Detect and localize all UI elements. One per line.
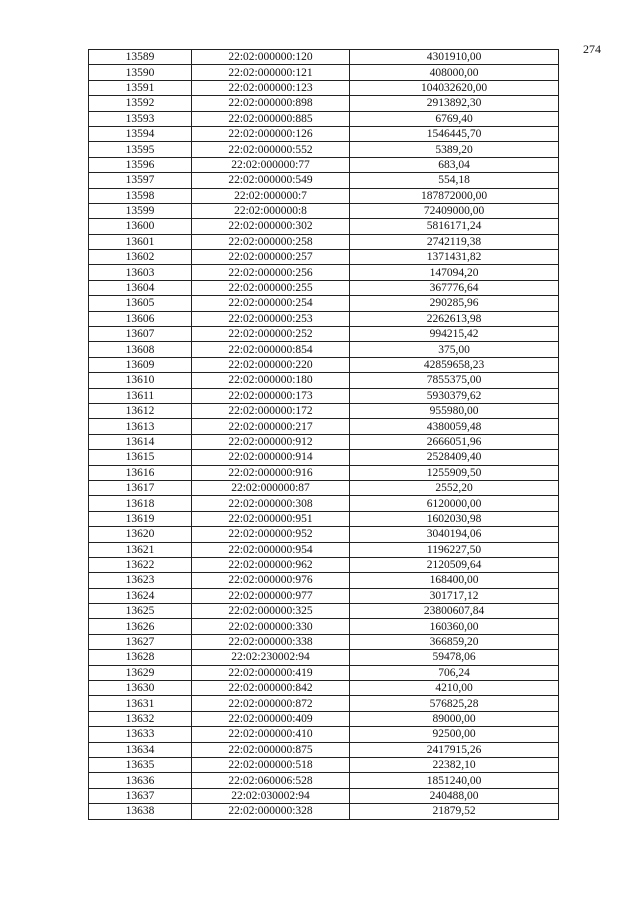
row-number-cell: 13609 <box>89 357 192 372</box>
value-cell: 683,04 <box>350 157 559 172</box>
value-cell: 576825,28 <box>350 696 559 711</box>
value-cell: 290285,96 <box>350 296 559 311</box>
cadastral-number-cell: 22:02:000000:977 <box>192 588 350 603</box>
value-cell: 955980,00 <box>350 403 559 418</box>
cadastral-number-cell: 22:02:000000:328 <box>192 804 350 819</box>
cadastral-number-cell: 22:02:000000:217 <box>192 419 350 434</box>
row-number-cell: 13615 <box>89 450 192 465</box>
row-number-cell: 13596 <box>89 157 192 172</box>
table-row <box>89 280 559 295</box>
table-row <box>89 173 559 188</box>
cadastral-number-cell: 22:02:000000:409 <box>192 711 350 726</box>
value-cell: 168400,00 <box>350 573 559 588</box>
value-cell: 147094,20 <box>350 265 559 280</box>
table-row <box>89 496 559 511</box>
value-cell: 994215,42 <box>350 327 559 342</box>
value-cell: 554,18 <box>350 173 559 188</box>
cadastral-number-cell: 22:02:000000:257 <box>192 250 350 265</box>
cadastral-number-cell: 22:02:000000:518 <box>192 757 350 772</box>
value-cell: 187872000,00 <box>350 188 559 203</box>
cadastral-number-cell: 22:02:000000:916 <box>192 465 350 480</box>
cadastral-number-cell: 22:02:000000:338 <box>192 634 350 649</box>
value-cell: 3040194,06 <box>350 527 559 542</box>
value-cell: 2417915,26 <box>350 742 559 757</box>
cadastral-number-cell: 22:02:000000:842 <box>192 681 350 696</box>
row-number-cell: 13624 <box>89 588 192 603</box>
cadastral-number-cell: 22:02:000000:898 <box>192 96 350 111</box>
value-cell: 89000,00 <box>350 711 559 726</box>
value-cell: 2742119,38 <box>350 234 559 249</box>
value-cell: 366859,20 <box>350 634 559 649</box>
cadastral-number-cell: 22:02:000000:180 <box>192 373 350 388</box>
value-cell: 104032620,00 <box>350 80 559 95</box>
table-row <box>89 634 559 649</box>
value-cell: 2666051,96 <box>350 434 559 449</box>
value-cell: 6769,40 <box>350 111 559 126</box>
value-cell: 2262613,98 <box>350 311 559 326</box>
value-cell: 301717,12 <box>350 588 559 603</box>
table-row <box>89 465 559 480</box>
cadastral-number-cell: 22:02:000000:914 <box>192 450 350 465</box>
value-cell: 375,00 <box>350 342 559 357</box>
cadastral-number-cell: 22:02:000000:854 <box>192 342 350 357</box>
cadastral-number-cell: 22:02:000000:220 <box>192 357 350 372</box>
table-row <box>89 711 559 726</box>
row-number-cell: 13611 <box>89 388 192 403</box>
row-number-cell: 13610 <box>89 373 192 388</box>
row-number-cell: 13627 <box>89 634 192 649</box>
row-number-cell: 13616 <box>89 465 192 480</box>
table-row <box>89 542 559 557</box>
table-row <box>89 342 559 357</box>
table-row <box>89 773 559 788</box>
value-cell: 22382,10 <box>350 757 559 772</box>
row-number-cell: 13629 <box>89 665 192 680</box>
row-number-cell: 13635 <box>89 757 192 772</box>
row-number-cell: 13594 <box>89 126 192 141</box>
row-number-cell: 13598 <box>89 188 192 203</box>
value-cell: 6120000,00 <box>350 496 559 511</box>
value-cell: 1602030,98 <box>350 511 559 526</box>
row-number-cell: 13603 <box>89 265 192 280</box>
row-number-cell: 13634 <box>89 742 192 757</box>
row-number-cell: 13628 <box>89 650 192 665</box>
row-number-cell: 13600 <box>89 219 192 234</box>
cadastral-number-cell: 22:02:000000:330 <box>192 619 350 634</box>
row-number-cell: 13619 <box>89 511 192 526</box>
cadastral-number-cell: 22:02:000000:308 <box>192 496 350 511</box>
table-row <box>89 757 559 772</box>
cadastral-number-cell: 22:02:000000:258 <box>192 234 350 249</box>
row-number-cell: 13618 <box>89 496 192 511</box>
table-row <box>89 157 559 172</box>
table-row <box>89 573 559 588</box>
row-number-cell: 13636 <box>89 773 192 788</box>
row-number-cell: 13621 <box>89 542 192 557</box>
row-number-cell: 13607 <box>89 327 192 342</box>
row-number-cell: 13601 <box>89 234 192 249</box>
row-number-cell: 13614 <box>89 434 192 449</box>
table-row <box>89 681 559 696</box>
row-number-cell: 13602 <box>89 250 192 265</box>
table-row <box>89 604 559 619</box>
row-number-cell: 13617 <box>89 480 192 495</box>
table-row <box>89 665 559 680</box>
table-row <box>89 142 559 157</box>
value-cell: 5389,20 <box>350 142 559 157</box>
value-cell: 5816171,24 <box>350 219 559 234</box>
row-number-cell: 13599 <box>89 203 192 218</box>
cadastral-table <box>88 49 559 820</box>
table-row <box>89 804 559 819</box>
cadastral-number-cell: 22:02:000000:172 <box>192 403 350 418</box>
cadastral-number-cell: 22:02:000000:7 <box>192 188 350 203</box>
table-row <box>89 357 559 372</box>
table-row <box>89 296 559 311</box>
table-row <box>89 788 559 803</box>
value-cell: 23800607,84 <box>350 604 559 619</box>
table-body <box>89 50 559 820</box>
cadastral-number-cell: 22:02:000000:410 <box>192 727 350 742</box>
value-cell: 1196227,50 <box>350 542 559 557</box>
value-cell: 2552,20 <box>350 480 559 495</box>
row-number-cell: 13633 <box>89 727 192 742</box>
value-cell: 7855375,00 <box>350 373 559 388</box>
table-row <box>89 450 559 465</box>
value-cell: 2120509,64 <box>350 557 559 572</box>
row-number-cell: 13613 <box>89 419 192 434</box>
row-number-cell: 13604 <box>89 280 192 295</box>
table-row <box>89 65 559 80</box>
row-number-cell: 13597 <box>89 173 192 188</box>
row-number-cell: 13632 <box>89 711 192 726</box>
table-row <box>89 126 559 141</box>
cadastral-number-cell: 22:02:000000:962 <box>192 557 350 572</box>
cadastral-number-cell: 22:02:000000:253 <box>192 311 350 326</box>
value-cell: 2913892,30 <box>350 96 559 111</box>
cadastral-number-cell: 22:02:000000:255 <box>192 280 350 295</box>
value-cell: 21879,52 <box>350 804 559 819</box>
table-row <box>89 588 559 603</box>
table-row <box>89 96 559 111</box>
table-row <box>89 250 559 265</box>
table-row <box>89 188 559 203</box>
table-row <box>89 480 559 495</box>
row-number-cell: 13589 <box>89 50 192 65</box>
table-row <box>89 50 559 65</box>
table-row <box>89 742 559 757</box>
cadastral-number-cell: 22:02:030002:94 <box>192 788 350 803</box>
cadastral-number-cell: 22:02:000000:912 <box>192 434 350 449</box>
cadastral-number-cell: 22:02:000000:976 <box>192 573 350 588</box>
row-number-cell: 13638 <box>89 804 192 819</box>
table-row <box>89 265 559 280</box>
value-cell: 59478,06 <box>350 650 559 665</box>
cadastral-number-cell: 22:02:000000:8 <box>192 203 350 218</box>
row-number-cell: 13595 <box>89 142 192 157</box>
value-cell: 240488,00 <box>350 788 559 803</box>
row-number-cell: 13606 <box>89 311 192 326</box>
value-cell: 160360,00 <box>350 619 559 634</box>
row-number-cell: 13591 <box>89 80 192 95</box>
table-row <box>89 403 559 418</box>
row-number-cell: 13625 <box>89 604 192 619</box>
value-cell: 42859658,23 <box>350 357 559 372</box>
cadastral-number-cell: 22:02:230002:94 <box>192 650 350 665</box>
row-number-cell: 13623 <box>89 573 192 588</box>
cadastral-number-cell: 22:02:000000:123 <box>192 80 350 95</box>
cadastral-number-cell: 22:02:000000:419 <box>192 665 350 680</box>
table-row <box>89 219 559 234</box>
cadastral-number-cell: 22:02:000000:126 <box>192 126 350 141</box>
value-cell: 408000,00 <box>350 65 559 80</box>
table-row <box>89 619 559 634</box>
table-row <box>89 557 559 572</box>
row-number-cell: 13592 <box>89 96 192 111</box>
table-row <box>89 111 559 126</box>
value-cell: 1255909,50 <box>350 465 559 480</box>
cadastral-number-cell: 22:02:000000:77 <box>192 157 350 172</box>
cadastral-number-cell: 22:02:060006:528 <box>192 773 350 788</box>
cadastral-number-cell: 22:02:000000:872 <box>192 696 350 711</box>
value-cell: 4210,00 <box>350 681 559 696</box>
value-cell: 4380059,48 <box>350 419 559 434</box>
cadastral-number-cell: 22:02:000000:954 <box>192 542 350 557</box>
value-cell: 1371431,82 <box>350 250 559 265</box>
table-row <box>89 434 559 449</box>
value-cell: 1546445,70 <box>350 126 559 141</box>
value-cell: 367776,64 <box>350 280 559 295</box>
row-number-cell: 13622 <box>89 557 192 572</box>
cadastral-number-cell: 22:02:000000:256 <box>192 265 350 280</box>
cadastral-number-cell: 22:02:000000:254 <box>192 296 350 311</box>
cadastral-number-cell: 22:02:000000:121 <box>192 65 350 80</box>
table-row <box>89 727 559 742</box>
row-number-cell: 13605 <box>89 296 192 311</box>
table-row <box>89 311 559 326</box>
row-number-cell: 13630 <box>89 681 192 696</box>
table-row <box>89 80 559 95</box>
cadastral-number-cell: 22:02:000000:302 <box>192 219 350 234</box>
table-row <box>89 388 559 403</box>
row-number-cell: 13620 <box>89 527 192 542</box>
cadastral-number-cell: 22:02:000000:252 <box>192 327 350 342</box>
row-number-cell: 13590 <box>89 65 192 80</box>
cadastral-number-cell: 22:02:000000:552 <box>192 142 350 157</box>
row-number-cell: 13626 <box>89 619 192 634</box>
row-number-cell: 13631 <box>89 696 192 711</box>
table-row <box>89 696 559 711</box>
table-row <box>89 511 559 526</box>
table-row <box>89 327 559 342</box>
page-number: 274 <box>583 42 601 56</box>
table-row <box>89 650 559 665</box>
cadastral-number-cell: 22:02:000000:173 <box>192 388 350 403</box>
value-cell: 4301910,00 <box>350 50 559 65</box>
cadastral-number-cell: 22:02:000000:952 <box>192 527 350 542</box>
cadastral-number-cell: 22:02:000000:885 <box>192 111 350 126</box>
cadastral-number-cell: 22:02:000000:120 <box>192 50 350 65</box>
value-cell: 2528409,40 <box>350 450 559 465</box>
row-number-cell: 13637 <box>89 788 192 803</box>
row-number-cell: 13612 <box>89 403 192 418</box>
table-row <box>89 234 559 249</box>
value-cell: 706,24 <box>350 665 559 680</box>
value-cell: 92500,00 <box>350 727 559 742</box>
table-row <box>89 203 559 218</box>
cadastral-number-cell: 22:02:000000:325 <box>192 604 350 619</box>
cadastral-number-cell: 22:02:000000:549 <box>192 173 350 188</box>
cadastral-number-cell: 22:02:000000:87 <box>192 480 350 495</box>
cadastral-number-cell: 22:02:000000:875 <box>192 742 350 757</box>
row-number-cell: 13593 <box>89 111 192 126</box>
value-cell: 1851240,00 <box>350 773 559 788</box>
table-row <box>89 373 559 388</box>
cadastral-number-cell: 22:02:000000:951 <box>192 511 350 526</box>
row-number-cell: 13608 <box>89 342 192 357</box>
value-cell: 72409000,00 <box>350 203 559 218</box>
value-cell: 5930379,62 <box>350 388 559 403</box>
table-row <box>89 419 559 434</box>
table-row <box>89 527 559 542</box>
